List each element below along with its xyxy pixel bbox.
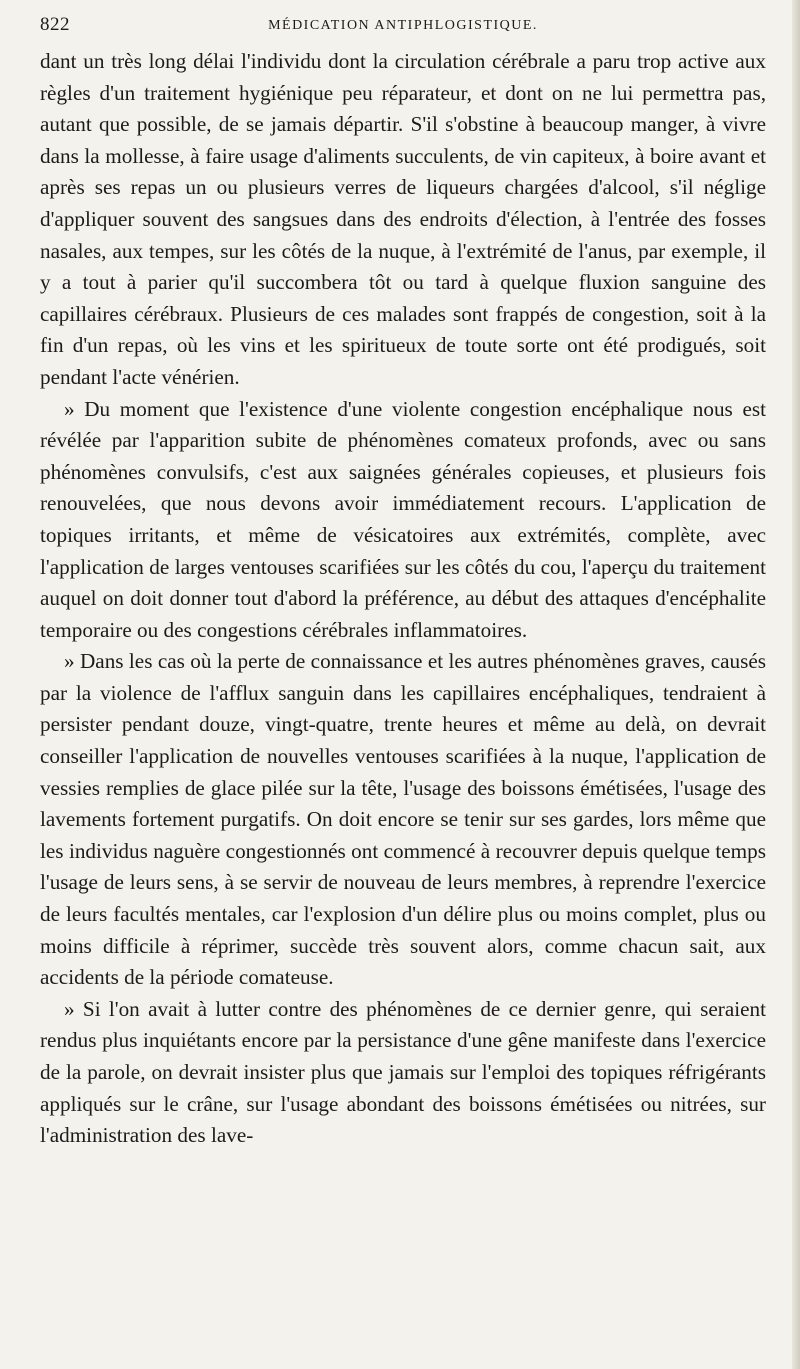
page-number: 822 xyxy=(40,14,70,35)
body-text xyxy=(40,46,766,1152)
page-header xyxy=(40,14,766,44)
running-head: MÉDICATION ANTIPHLOGISTIQUE. xyxy=(268,18,538,33)
paragraph-2: » Du moment que l'existence d'une violente congestion encéphalique nous est révélée par l'apparition subite de phénomènes comateux profonds, avec ou sans phénomènes convulsifs, c'est aux saignées générales copieuses, et plusieurs fois renouvelées, que nous devons avoir immédiatement recours. L'application de topiques irritants, et même de vésicatoires aux extrémités, complète, avec l'application de larges ventouses scarifiées sur les côtés du cou, l'aperçu du traitement auquel on doit donner tout d'abord la préférence, au début des attaques d'encéphalite temporaire ou des congestions cérébrales inflammatoires. xyxy=(40,396,766,642)
page-edge-shadow xyxy=(792,0,800,1369)
paragraph-4: » Si l'on avait à lutter contre des phénomènes de ce dernier genre, qui seraient rendus plus inquiétants encore par la persistance d'une gêne manifeste dans l'exercice de la parole, on devrait insister plus que jamais sur l'emploi des topiques réfrigérants appliqués sur le crâne, sur l'usage abondant des boissons émétisées ou nitrées, sur l'administration des lave- xyxy=(40,996,766,1148)
paragraph-3: » Dans les cas où la perte de connaissance et les autres phénomènes graves, causés par la violence de l'afflux sanguin dans les capillaires encéphaliques, tendraient à persister pendant douze, vingt-quatre, trente heures et même au delà, on devrait conseiller l'application de nouvelles ventouses scarifiées à la nuque, l'application de vessies remplies de glace pilée sur la tête, l'usage des boissons émétisées, l'usage des lavements fortement purgatifs. On doit encore se tenir sur ses gardes, lors même que les individus naguère congestionnés ont commencé à recouvrer depuis quelque temps l'usage de leurs sens, à se servir de nouveau de leurs membres, à reprendre l'exercice de leurs facultés mentales, car l'explosion d'un délire plus ou moins complet, plus ou moins difficile à réprimer, succède très souvent alors, comme chacun sait, aux accidents de la période comateuse. xyxy=(40,649,766,990)
paragraph-1: dant un très long délai l'individu dont la circulation cérébrale a paru trop active aux règles d'un traitement hygiénique peu réparateur, et dont on ne lui permettra pas, autant que possible, de se jamais départir. S'il s'obstine à beaucoup manger, à vivre dans la mollesse, à faire usage d'aliments succulents, de vin capiteux, à boire avant et après ses repas un ou plusieurs verres de liqueurs chargées d'alcool, s'il néglige d'appliquer souvent des sangsues dans des endroits d'élection, à l'entrée des fosses nasales, aux tempes, sur les côtés de la nuque, à l'extrémité de l'anus, par exemple, il y a tout à parier qu'il succombera tôt ou tard à quelque fluxion sanguine des capillaires cérébraux. Plusieurs de ces malades sont frappés de congestion, soit à la fin d'un repas, où les vins et les spiritueux de toute sorte ont été prodigués, soit pendant l'acte vénérien. xyxy=(40,49,766,389)
